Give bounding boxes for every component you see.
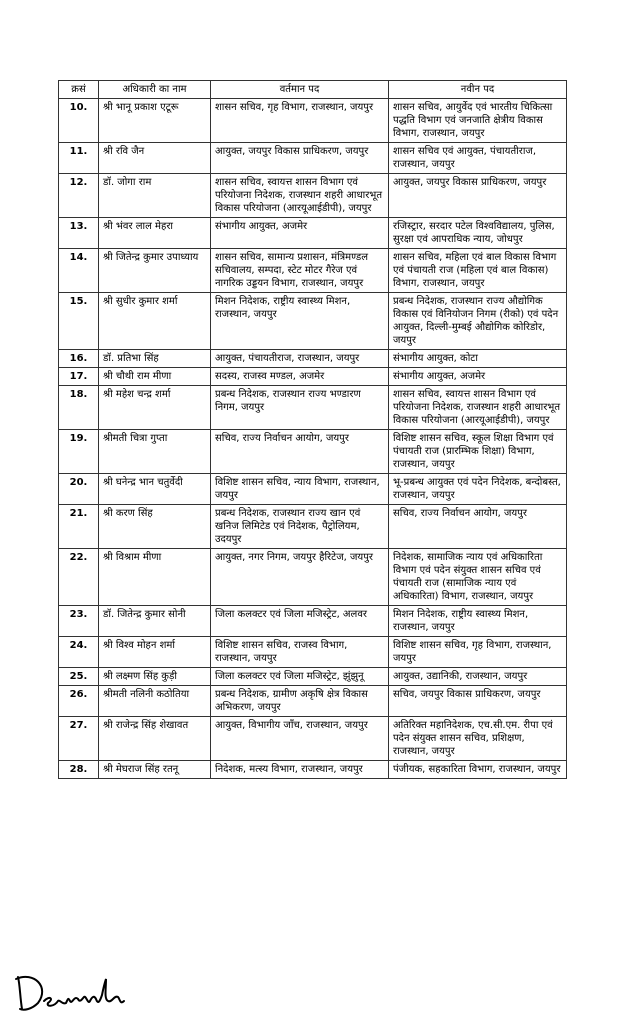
table-row [59,606,567,637]
cell-serial: 21. [59,505,99,549]
cell-current-post: विशिष्ट शासन सचिव, राजस्व विभाग, राजस्थान, जयपुर [211,637,389,668]
table-row [59,505,567,549]
cell-current-post: प्रबन्ध निदेशक, राजस्थान राज्य खान एवं खनिज लिमिटेड एवं निदेशक, पैट्रोलियम, उदयपुर [211,505,389,549]
table-row [59,549,567,606]
cell-new-post: पंजीयक, सहकारिता विभाग, राजस्थान, जयपुर [389,761,567,779]
cell-current-post: शासन सचिव, गृह विभाग, राजस्थान, जयपुर [211,99,389,143]
cell-new-post: आयुक्त, उद्यानिकी, राजस्थान, जयपुर [389,668,567,686]
cell-current-post: आयुक्त, विभागीय जाँच, राजस्थान, जयपुर [211,717,389,761]
cell-new-post: शासन सचिव एवं आयुक्त, पंचायतीराज, राजस्थान, जयपुर [389,143,567,174]
cell-serial: 15. [59,293,99,350]
cell-serial: 13. [59,218,99,249]
cell-serial: 19. [59,430,99,474]
table-row [59,174,567,218]
table-row [59,293,567,350]
cell-serial: 16. [59,350,99,368]
cell-officer-name: श्री सुधीर कुमार शर्मा [99,293,211,350]
cell-current-post: आयुक्त, जयपुर विकास प्राधिकरण, जयपुर [211,143,389,174]
cell-officer-name: डॉ. जोगा राम [99,174,211,218]
table-row [59,368,567,386]
cell-current-post: विशिष्ट शासन सचिव, न्याय विभाग, राजस्थान, जयपुर [211,474,389,505]
cell-officer-name: श्री चौथी राम मीणा [99,368,211,386]
cell-current-post: शासन सचिव, सामान्य प्रशासन, मंत्रिमण्डल सचिवालय, सम्पदा, स्टेट मोटर गैरेज एवं नागरिक उड्डयन विभाग, राजस्थान, जयपुर [211,249,389,293]
cell-current-post: सचिव, राज्य निर्वाचन आयोग, जयपुर [211,430,389,474]
cell-new-post: विशिष्ट शासन सचिव, स्कूल शिक्षा विभाग एवं पंचायती राज (प्रारम्भिक शिक्षा) विभाग, राजस्थान, जयपुर [389,430,567,474]
header-current-post: वर्तमान पद [211,81,389,99]
cell-officer-name: श्री जितेन्द्र कुमार उपाध्याय [99,249,211,293]
cell-officer-name: श्री घनेन्द्र भान चतुर्वेदी [99,474,211,505]
cell-serial: 25. [59,668,99,686]
cell-officer-name: श्री रवि जैन [99,143,211,174]
cell-new-post: प्रबन्ध निदेशक, राजस्थान राज्य औद्योगिक विकास एवं विनियोजन निगम (रीको) एवं पदेन आयुक्त, दिल्ली-मुम्बई औद्योगिक कोरिडोर, जयपुर [389,293,567,350]
table-row [59,386,567,430]
cell-serial: 14. [59,249,99,293]
cell-current-post: संभागीय आयुक्त, अजमेर [211,218,389,249]
cell-new-post: शासन सचिव, स्वायत्त शासन विभाग एवं परियोजना निदेशक, राजस्थान शहरी आधारभूत विकास परियोजना (आरयूआईडीपी), जयपुर [389,386,567,430]
table-row [59,99,567,143]
cell-new-post: शासन सचिव, आयुर्वेद एवं भारतीय चिकित्सा पद्धति विभाग एवं जनजाति क्षेत्रीय विकास विभाग, राजस्थान, जयपुर [389,99,567,143]
cell-officer-name: श्री विश्व मोहन शर्मा [99,637,211,668]
cell-officer-name: डॉ. प्रतिभा सिंह [99,350,211,368]
table-row [59,350,567,368]
cell-officer-name: श्री मेघराज सिंह रतनू [99,761,211,779]
table-row [59,637,567,668]
cell-officer-name: डॉ. जितेन्द्र कुमार सोनी [99,606,211,637]
cell-new-post: अतिरिक्त महानिदेशक, एच.सी.एम. रीपा एवं पदेन संयुक्त शासन सचिव, प्रशिक्षण, राजस्थान, जयपुर [389,717,567,761]
cell-current-post: सदस्य, राजस्व मण्डल, अजमेर [211,368,389,386]
table-body [59,99,567,779]
cell-serial: 23. [59,606,99,637]
cell-officer-name: श्री विश्राम मीणा [99,549,211,606]
cell-serial: 24. [59,637,99,668]
transfer-table [58,80,567,779]
cell-serial: 12. [59,174,99,218]
cell-current-post: मिशन निदेशक, राष्ट्रीय स्वास्थ्य मिशन, राजस्थान, जयपुर [211,293,389,350]
cell-serial: 20. [59,474,99,505]
cell-new-post: शासन सचिव, महिला एवं बाल विकास विभाग एवं पंचायती राज (महिला एवं बाल विकास) विभाग, राजस्थान, जयपुर [389,249,567,293]
cell-officer-name: श्री राजेन्द्र सिंह शेखावत [99,717,211,761]
cell-officer-name: श्री भंवर लाल मेहरा [99,218,211,249]
cell-new-post: संभागीय आयुक्त, कोटा [389,350,567,368]
cell-current-post: निदेशक, मत्स्य विभाग, राजस्थान, जयपुर [211,761,389,779]
cell-serial: 11. [59,143,99,174]
cell-serial: 17. [59,368,99,386]
header-serial: क्रसं [59,81,99,99]
cell-officer-name: श्री महेश चन्द्र शर्मा [99,386,211,430]
cell-officer-name: श्री लक्ष्मण सिंह कुड़ी [99,668,211,686]
cell-new-post: सचिव, जयपुर विकास प्राधिकरण, जयपुर [389,686,567,717]
table-row [59,717,567,761]
cell-new-post: विशिष्ट शासन सचिव, गृह विभाग, राजस्थान, जयपुर [389,637,567,668]
cell-new-post: सचिव, राज्य निर्वाचन आयोग, जयपुर [389,505,567,549]
cell-current-post: आयुक्त, पंचायतीराज, राजस्थान, जयपुर [211,350,389,368]
cell-current-post: जिला कलक्टर एवं जिला मजिस्ट्रेट, अलवर [211,606,389,637]
handwritten-signature [10,965,140,1015]
table-header-row [59,81,567,99]
table-row [59,668,567,686]
cell-new-post: रजिस्ट्रार, सरदार पटेल विश्वविद्यालय, पुलिस, सुरक्षा एवं आपराधिक न्याय, जोधपुर [389,218,567,249]
cell-new-post: भू-प्रबन्ध आयुक्त एवं पदेन निदेशक, बन्दोबस्त, राजस्थान, जयपुर [389,474,567,505]
cell-officer-name: श्री भानू प्रकाश एटूरू [99,99,211,143]
table-row [59,143,567,174]
cell-serial: 10. [59,99,99,143]
header-officer-name: अधिकारी का नाम [99,81,211,99]
cell-officer-name: श्री करण सिंह [99,505,211,549]
cell-officer-name: श्रीमती नलिनी कठोतिया [99,686,211,717]
table-row [59,218,567,249]
cell-current-post: आयुक्त, नगर निगम, जयपुर हैरिटेज, जयपुर [211,549,389,606]
cell-current-post: जिला कलक्टर एवं जिला मजिस्ट्रेट, झुंझुनू [211,668,389,686]
cell-new-post: निदेशक, सामाजिक न्याय एवं अधिकारिता विभाग एवं पदेन संयुक्त शासन सचिव एवं पंचायती राज (सामाजिक न्याय एवं अधिकारिता) विभाग, राजस्थान, जयपुर [389,549,567,606]
cell-serial: 26. [59,686,99,717]
cell-new-post: आयुक्त, जयपुर विकास प्राधिकरण, जयपुर [389,174,567,218]
table-row [59,474,567,505]
cell-officer-name: श्रीमती चित्रा गुप्ता [99,430,211,474]
cell-serial: 18. [59,386,99,430]
header-new-post: नवीन पद [389,81,567,99]
cell-current-post: शासन सचिव, स्वायत्त शासन विभाग एवं परियोजना निदेशक, राजस्थान शहरी आधारभूत विकास परियोजना (आरयूआईडीपी), जयपुर [211,174,389,218]
cell-new-post: मिशन निदेशक, राष्ट्रीय स्वास्थ्य मिशन, राजस्थान, जयपुर [389,606,567,637]
cell-serial: 28. [59,761,99,779]
cell-new-post: संभागीय आयुक्त, अजमेर [389,368,567,386]
cell-serial: 22. [59,549,99,606]
table-row [59,686,567,717]
table-row [59,249,567,293]
cell-current-post: प्रबन्ध निदेशक, राजस्थान राज्य भण्डारण निगम, जयपुर [211,386,389,430]
table-row [59,430,567,474]
table-row [59,761,567,779]
cell-current-post: प्रबन्ध निदेशक, ग्रामीण अकृषि क्षेत्र विकास अभिकरण, जयपुर [211,686,389,717]
cell-serial: 27. [59,717,99,761]
